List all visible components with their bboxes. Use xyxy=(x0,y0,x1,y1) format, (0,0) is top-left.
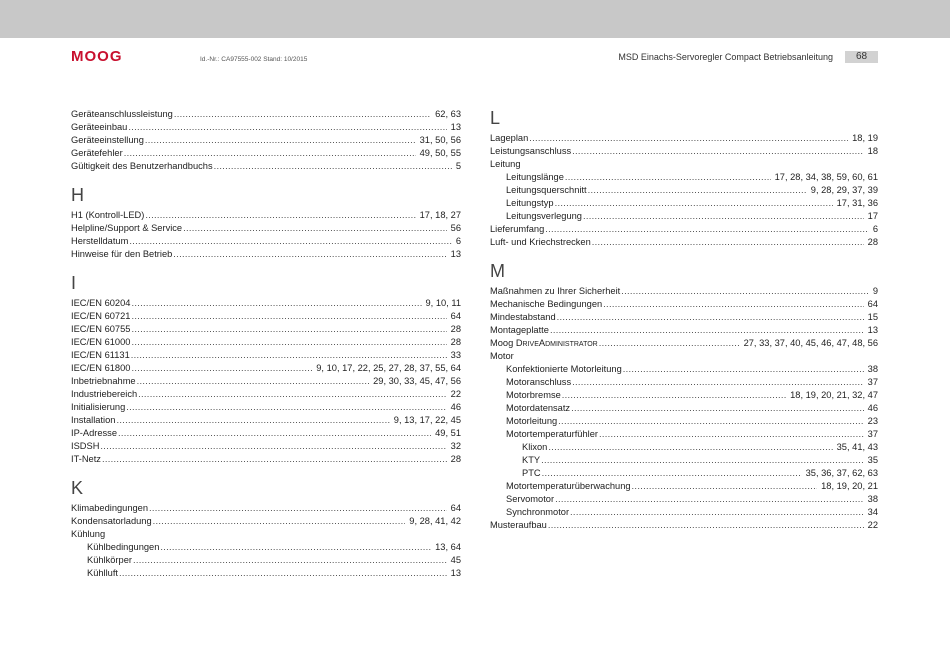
index-term: Geräteeinbau xyxy=(71,122,128,132)
index-term: IEC/EN 60204 xyxy=(71,298,131,308)
index-entry xyxy=(490,441,878,454)
index-pages: 45 xyxy=(450,555,461,565)
dot-leader xyxy=(160,541,431,554)
index-term: Motortemperaturüberwachung xyxy=(506,481,631,491)
index-column-right xyxy=(490,108,878,532)
dot-leader xyxy=(173,248,446,261)
index-entry xyxy=(490,298,878,311)
index-group-l-2 xyxy=(490,223,878,249)
index-term: Mechanische Bedingungen xyxy=(490,299,603,309)
index-group-i xyxy=(71,297,461,466)
index-entry xyxy=(71,388,461,401)
index-entry xyxy=(490,402,878,415)
index-term: Motortemperaturfühler xyxy=(506,429,598,439)
index-entry-moog-driveadministrator: Moog DriveAdministrator ..... 27, 33, 37, 40, 45, 46, 47, 48, 56 xyxy=(490,337,878,350)
index-entry xyxy=(490,454,878,467)
index-entry xyxy=(490,376,878,389)
index-pages: 6 xyxy=(872,224,878,234)
dot-leader xyxy=(174,108,431,121)
index-pages: 17, 28, 34, 38, 59, 60, 61 xyxy=(774,172,878,182)
index-term: Installation xyxy=(71,415,116,425)
index-term: Leitungstyp xyxy=(506,198,554,208)
index-pages: 13 xyxy=(867,325,878,335)
index-term: Kühlkörper xyxy=(87,555,132,565)
index-pages: 28 xyxy=(867,237,878,247)
dot-leader xyxy=(153,515,406,528)
index-entry xyxy=(71,209,461,222)
index-column-left xyxy=(71,108,461,580)
index-term: Gerätefehler xyxy=(71,148,123,158)
index-pages: 49, 51 xyxy=(435,428,461,438)
index-term: Klixon xyxy=(522,442,548,452)
index-term: Kühlbedingungen xyxy=(87,542,160,552)
dot-leader xyxy=(588,184,807,197)
dot-leader xyxy=(145,209,415,222)
index-group-l xyxy=(490,132,878,158)
dot-leader xyxy=(557,311,864,324)
index-entry xyxy=(71,554,461,567)
index-pages: 17 xyxy=(867,211,878,221)
index-pages: 5 xyxy=(455,161,461,171)
index-pages: 18, 19 xyxy=(852,133,878,143)
index-entry-leitung: Leitung xyxy=(490,159,521,169)
index-group-leitung xyxy=(490,171,878,223)
index-group-motor-a xyxy=(490,363,878,441)
dot-leader xyxy=(129,235,451,248)
index-entry xyxy=(71,349,461,362)
dot-leader xyxy=(555,493,864,506)
index-group-h xyxy=(71,209,461,261)
dot-leader xyxy=(555,197,833,210)
index-entry xyxy=(71,235,461,248)
dot-leader xyxy=(137,375,370,388)
dot-leader xyxy=(599,428,864,441)
top-bar xyxy=(0,0,950,38)
index-entry xyxy=(490,467,878,480)
index-entry xyxy=(71,297,461,310)
index-pages: 38 xyxy=(867,494,878,504)
index-pages: 46 xyxy=(867,403,878,413)
index-entry xyxy=(71,248,461,261)
dot-leader xyxy=(548,441,832,454)
index-entry xyxy=(71,515,461,528)
index-entry xyxy=(490,197,878,210)
index-pages: 35, 41, 43 xyxy=(836,442,878,452)
dot-leader xyxy=(214,160,452,173)
index-term: Leitungsquerschnitt xyxy=(506,185,587,195)
index-term: Kondensatorladung xyxy=(71,516,152,526)
index-term: IEC/EN 61800 xyxy=(71,363,131,373)
index-pages: 9, 28, 41, 42 xyxy=(409,516,461,526)
index-entry xyxy=(490,223,878,236)
letter-heading-k: K xyxy=(71,478,84,498)
index-pages: 6 xyxy=(455,236,461,246)
index-entry-motor: Motor xyxy=(490,351,514,361)
index-pages: 35 xyxy=(867,455,878,465)
index-pages: 34 xyxy=(867,507,878,517)
dot-leader xyxy=(603,298,863,311)
dot-leader xyxy=(133,554,447,567)
dot-leader xyxy=(131,323,446,336)
index-pages: 22 xyxy=(450,389,461,399)
index-pages: 28 xyxy=(450,337,461,347)
index-group-kuehlung xyxy=(71,541,461,580)
index-entry xyxy=(71,336,461,349)
document-title: MSD Einachs-Servoregler Compact Betriebsanleitung xyxy=(618,52,833,62)
index-pages: 37 xyxy=(867,377,878,387)
dot-leader xyxy=(572,376,864,389)
dot-leader xyxy=(621,285,869,298)
index-pages: 17, 18, 27 xyxy=(419,210,461,220)
index-pages: 35, 36, 37, 62, 63 xyxy=(805,468,878,478)
index-pages: 62, 63 xyxy=(435,109,461,119)
index-pages: 28 xyxy=(450,454,461,464)
index-pages: 18 xyxy=(867,146,878,156)
index-term: Motordatensatz xyxy=(506,403,571,413)
index-pages: 64 xyxy=(450,311,461,321)
index-term: Geräteanschlussleistung xyxy=(71,109,173,119)
index-pages: 29, 30, 33, 45, 47, 56 xyxy=(373,376,461,386)
index-pages: 9 xyxy=(872,286,878,296)
index-term: Konfektionierte Motorleitung xyxy=(506,364,622,374)
dot-leader xyxy=(124,147,416,160)
index-entry xyxy=(490,428,878,441)
index-pages: 64 xyxy=(867,299,878,309)
index-pages: 37 xyxy=(867,429,878,439)
index-group-m xyxy=(490,285,878,337)
index-entry xyxy=(71,362,461,375)
index-term: Leitungslänge xyxy=(506,172,564,182)
index-pages: 9, 28, 29, 37, 39 xyxy=(810,185,878,195)
index-pages: 23 xyxy=(867,416,878,426)
dot-leader xyxy=(119,567,447,580)
index-pages: 13, 64 xyxy=(435,542,461,552)
index-entry xyxy=(490,311,878,324)
index-group-m-2 xyxy=(490,519,878,532)
dot-leader xyxy=(548,519,864,532)
dot-leader xyxy=(149,502,447,515)
index-term: PTC xyxy=(522,468,541,478)
dot-leader xyxy=(562,389,786,402)
index-pages: 56 xyxy=(450,223,461,233)
index-entry xyxy=(71,147,461,160)
dot-leader xyxy=(592,236,864,249)
index-pages: 38 xyxy=(867,364,878,374)
index-term: Montageplatte xyxy=(490,325,549,335)
index-entry xyxy=(490,184,878,197)
dot-leader xyxy=(131,310,446,323)
index-entry xyxy=(490,363,878,376)
index-entry xyxy=(71,567,461,580)
index-group-temperature-sensors xyxy=(490,441,878,480)
index-entry xyxy=(490,389,878,402)
dot-leader xyxy=(583,210,864,223)
dot-leader xyxy=(542,467,802,480)
dot-leader xyxy=(632,480,818,493)
letter-heading-i: I xyxy=(71,273,77,293)
index-entry xyxy=(71,401,461,414)
index-term: Klimabedingungen xyxy=(71,503,149,513)
dot-leader xyxy=(529,132,848,145)
index-term: Luft- und Kriechstrecken xyxy=(490,237,591,247)
index-entry xyxy=(71,427,461,440)
dot-leader xyxy=(138,388,447,401)
dot-leader xyxy=(550,324,864,337)
dot-leader xyxy=(131,362,312,375)
index-pages: 28 xyxy=(450,324,461,334)
index-pages: 13 xyxy=(450,122,461,132)
index-group-k xyxy=(71,502,461,528)
letter-heading-m: M xyxy=(490,261,505,281)
dot-leader xyxy=(116,414,389,427)
index-term: Initialisierung xyxy=(71,402,126,412)
index-pages: 22 xyxy=(867,520,878,530)
index-entry xyxy=(71,134,461,147)
index-entry xyxy=(490,132,878,145)
dot-leader xyxy=(102,453,447,466)
dot-leader xyxy=(131,297,421,310)
index-entry xyxy=(490,506,878,519)
index-term: Motorleitung xyxy=(506,416,558,426)
index-pages: 9, 13, 17, 22, 45 xyxy=(393,415,461,425)
letter-heading-h: H xyxy=(71,185,84,205)
dot-leader xyxy=(128,121,446,134)
index-term: Leitungsverlegung xyxy=(506,211,582,221)
index-pages: 33 xyxy=(450,350,461,360)
index-entry xyxy=(71,502,461,515)
index-entry xyxy=(71,310,461,323)
index-term: Synchronmotor xyxy=(506,507,570,517)
dot-leader xyxy=(118,427,431,440)
index-pages: 18, 19, 20, 21, 32, 47 xyxy=(790,390,878,400)
dot-leader xyxy=(131,336,446,349)
dot-leader xyxy=(565,171,771,184)
index-entry xyxy=(490,415,878,428)
document-id: Id.-Nr.: CA97555-002 Stand: 10/2015 xyxy=(200,56,308,63)
index-entry xyxy=(490,145,878,158)
index-term: Herstelldatum xyxy=(71,236,129,246)
index-pages: 13 xyxy=(450,249,461,259)
dot-leader xyxy=(571,402,864,415)
index-term: Lieferumfang xyxy=(490,224,545,234)
index-entry xyxy=(490,324,878,337)
index-term: ISDSH xyxy=(71,441,100,451)
index-pages: 9, 10, 17, 22, 25, 27, 28, 37, 55, 64 xyxy=(316,363,461,373)
index-term: IP-Adresse xyxy=(71,428,117,438)
index-term: Servomotor xyxy=(506,494,555,504)
index-term: IEC/EN 60755 xyxy=(71,324,131,334)
moog-logo: MOOG xyxy=(71,48,123,65)
index-term: KTY xyxy=(522,455,541,465)
index-entry xyxy=(71,108,461,121)
dot-leader xyxy=(183,222,447,235)
index-entry xyxy=(71,323,461,336)
index-pages: 64 xyxy=(450,503,461,513)
index-entry xyxy=(490,493,878,506)
index-term: Hinweise für den Betrieb xyxy=(71,249,173,259)
letter-heading-l: L xyxy=(490,108,501,128)
index-entry xyxy=(71,541,461,554)
index-pages: 18, 19, 20, 21 xyxy=(821,481,878,491)
dot-leader xyxy=(126,401,446,414)
index-entry xyxy=(71,375,461,388)
index-term: Helpline/Support & Service xyxy=(71,223,183,233)
index-group-g xyxy=(71,108,461,173)
dot-leader xyxy=(572,145,864,158)
index-entry xyxy=(71,414,461,427)
index-term: IEC/EN 61000 xyxy=(71,337,131,347)
dot-leader xyxy=(623,363,864,376)
index-term: Geräteeinstellung xyxy=(71,135,144,145)
index-pages: 49, 50, 55 xyxy=(419,148,461,158)
index-entry xyxy=(490,210,878,223)
dot-leader xyxy=(545,223,869,236)
dot-leader xyxy=(100,440,446,453)
index-entry xyxy=(490,236,878,249)
index-term: IEC/EN 60721 xyxy=(71,311,131,321)
index-entry xyxy=(71,222,461,235)
index-entry xyxy=(490,171,878,184)
dot-leader xyxy=(131,349,447,362)
index-term: Inbetriebnahme xyxy=(71,376,136,386)
index-term: Gültigkeit des Benutzerhandbuchs xyxy=(71,161,213,171)
index-term: Industriebereich xyxy=(71,389,138,399)
index-term: Motorbremse xyxy=(506,390,561,400)
index-term: Motoranschluss xyxy=(506,377,572,387)
index-term: Lageplan xyxy=(490,133,529,143)
index-pages: 9, 10, 11 xyxy=(425,298,461,308)
index-entry-kuehlung: Kühlung xyxy=(71,529,106,539)
index-pages: 31, 50, 56 xyxy=(419,135,461,145)
index-pages: 32 xyxy=(450,441,461,451)
index-pages: 46 xyxy=(450,402,461,412)
index-term: Mindestabstand xyxy=(490,312,556,322)
index-entry xyxy=(71,121,461,134)
index-entry xyxy=(71,160,461,173)
index-term: Maßnahmen zu Ihrer Sicherheit xyxy=(490,286,621,296)
index-pages: 17, 31, 36 xyxy=(836,198,878,208)
dot-leader xyxy=(570,506,864,519)
index-pages: 13 xyxy=(450,568,461,578)
dot-leader xyxy=(145,134,416,147)
dot-leader xyxy=(558,415,863,428)
dot-leader xyxy=(541,454,864,467)
index-entry xyxy=(71,440,461,453)
index-entry xyxy=(71,453,461,466)
index-group-motor-b xyxy=(490,480,878,519)
index-entry xyxy=(490,285,878,298)
index-term: Musteraufbau xyxy=(490,520,547,530)
index-entry xyxy=(490,480,878,493)
index-term: H1 (Kontroll-LED) xyxy=(71,210,145,220)
index-term: IEC/EN 61131 xyxy=(71,350,130,360)
index-pages: 15 xyxy=(867,312,878,322)
index-term: Leistungsanschluss xyxy=(490,146,572,156)
index-term: Kühlluft xyxy=(87,568,119,578)
index-term: IT-Netz xyxy=(71,454,101,464)
page-number: 68 xyxy=(845,51,878,63)
index-entry xyxy=(490,519,878,532)
